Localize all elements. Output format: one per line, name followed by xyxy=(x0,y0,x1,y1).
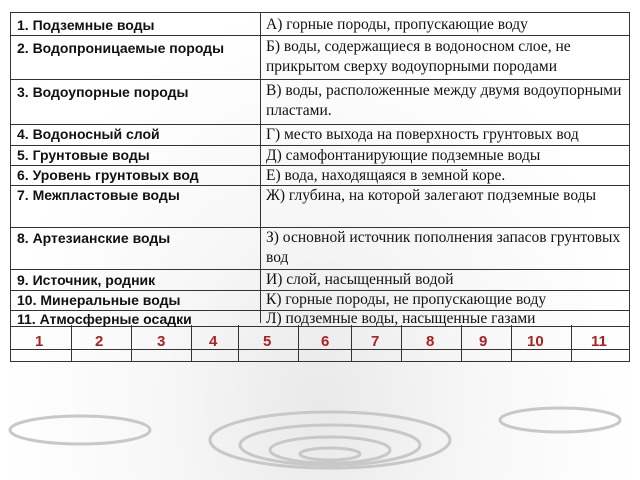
term-10: 10. Минеральные воды xyxy=(17,292,181,308)
column-divider xyxy=(260,13,261,323)
definition-a: А) горные породы, пропускающие воду xyxy=(266,16,528,33)
matching-table xyxy=(10,12,630,362)
answer-cell-divider xyxy=(461,325,462,362)
term-11: 11. Атмосферные осадки xyxy=(17,311,192,327)
answer-number-9: 9 xyxy=(479,333,488,350)
answer-number-6: 6 xyxy=(321,333,330,350)
row-separator xyxy=(11,35,629,36)
definition-e: Е) вода, находящаяся в земной коре. xyxy=(266,167,506,184)
term-3: 3. Водоупорные породы xyxy=(17,84,189,100)
answer-number-5: 5 xyxy=(263,333,272,350)
definition-k: К) горные породы, не пропускающие воду xyxy=(266,291,547,308)
definition-b: Б) воды, содержащиеся в водоносном слое, не прикрытом сверху водоупорными породами xyxy=(266,38,571,75)
definition-g: Г) место выхода на поверхность грунтовых вод xyxy=(266,126,579,143)
answer-cell-divider xyxy=(131,325,132,362)
answer-number-1: 1 xyxy=(35,333,44,350)
answer-cell-divider xyxy=(351,325,352,362)
definition-z: З) основной источник пополнения запасов грунтовых вод xyxy=(266,229,621,266)
answer-cell-divider xyxy=(191,325,192,362)
term-9: 9. Источник, родник xyxy=(17,272,156,288)
term-7: 7. Межпластовые воды xyxy=(17,187,180,203)
term-6: 6. Уровень грунтовых вод xyxy=(17,167,199,183)
row-separator xyxy=(11,79,629,80)
answer-number-2: 2 xyxy=(95,333,104,350)
answer-number-3: 3 xyxy=(157,333,166,350)
definition-v: В) воды, расположенные между двумя водоупорными пластами. xyxy=(266,82,622,119)
term-5: 5. Грунтовые воды xyxy=(17,147,150,163)
answer-cell-divider xyxy=(401,325,402,362)
answer-cell-divider xyxy=(71,325,72,362)
answer-cell-divider xyxy=(511,325,512,362)
answer-cell-divider xyxy=(298,325,299,362)
answer-cell-divider xyxy=(571,325,572,362)
definition-i: И) слой, насыщенный водой xyxy=(266,271,454,288)
answer-number-4: 4 xyxy=(209,333,218,350)
answer-number-8: 8 xyxy=(426,333,435,350)
answer-number-7: 7 xyxy=(371,333,380,350)
term-8: 8. Артезианские воды xyxy=(17,230,171,246)
term-4: 4. Водоносный слой xyxy=(17,126,160,142)
answer-number-11: 11 xyxy=(591,333,607,350)
answer-cell-divider xyxy=(238,325,239,362)
term-1: 1. Подземные воды xyxy=(17,17,155,33)
definition-d: Д) самофонтанирующие подземные воды xyxy=(266,147,541,164)
term-2: 2. Водопроницаемые породы xyxy=(17,40,225,56)
answer-number-10: 10 xyxy=(527,333,544,350)
definition-l: Л) подземные воды, насыщенные газами xyxy=(266,310,536,327)
definition-zh: Ж) глубина, на которой залегают подземные воды xyxy=(266,187,596,204)
